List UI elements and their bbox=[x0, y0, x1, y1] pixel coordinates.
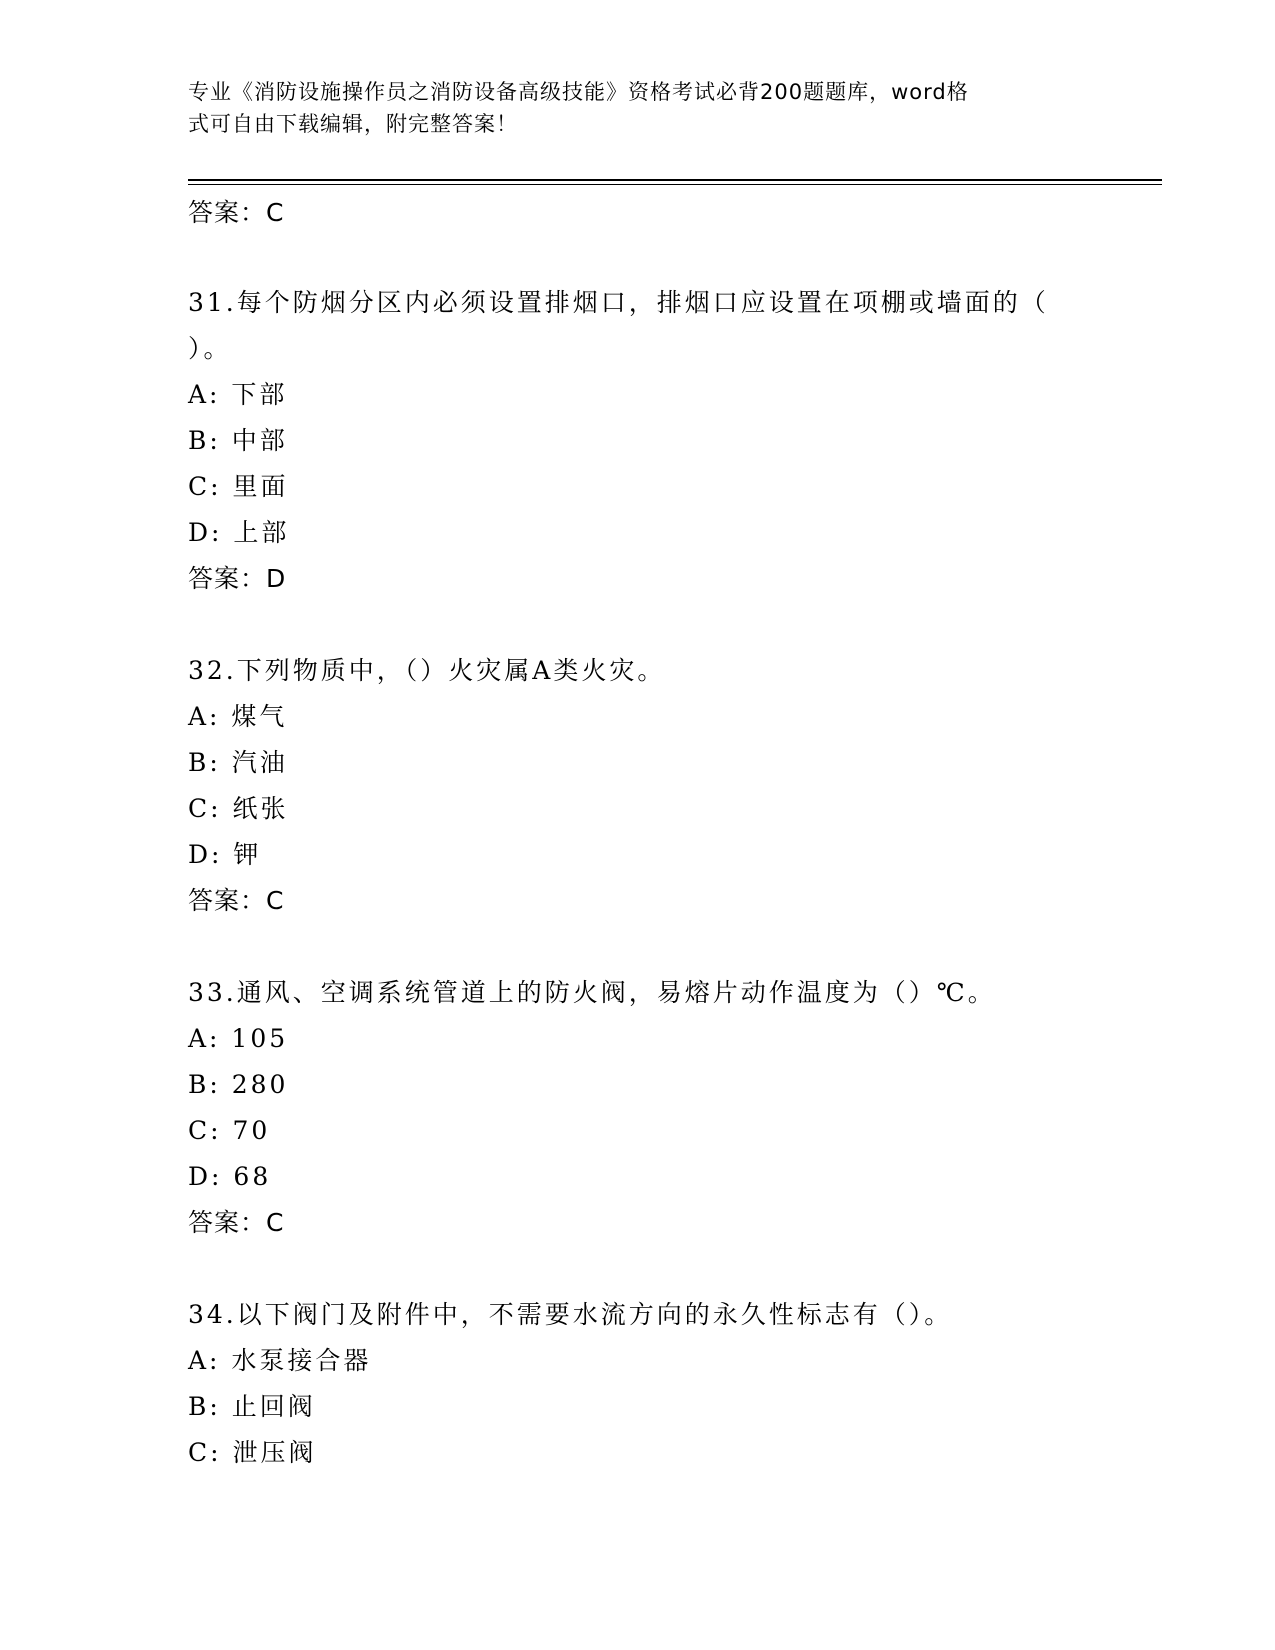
question-text: 31.每个防烟分区内必须设置排烟口，排烟口应设置在项棚或墙面的（ bbox=[188, 288, 1049, 317]
option-d: D: 钾 bbox=[188, 840, 262, 869]
question-32 bbox=[188, 648, 1088, 924]
option-d: D: 上部 bbox=[188, 518, 290, 547]
question-33 bbox=[188, 970, 1088, 1246]
option-b: B: 止回阀 bbox=[188, 1392, 316, 1421]
option-a: A: 水泵接合器 bbox=[188, 1346, 372, 1375]
question-34 bbox=[188, 1292, 1088, 1476]
option-c: C: 泄压阀 bbox=[188, 1438, 317, 1467]
answer: 答案：C bbox=[188, 886, 285, 915]
question-text: 32.下列物质中，（）火灾属A类火灾。 bbox=[188, 656, 666, 685]
option-b: B: 中部 bbox=[188, 426, 288, 455]
header-divider-thick bbox=[188, 179, 1162, 181]
header-line-1: 专业《消防设施操作员之消防设备高级技能》资格考试必背200题题库，word格 bbox=[188, 80, 969, 104]
question-text: 33.通风、空调系统管道上的防火阀，易熔片动作温度为（）℃。 bbox=[188, 978, 996, 1007]
option-a: A: 下部 bbox=[188, 380, 288, 409]
option-d: D: 68 bbox=[188, 1162, 272, 1191]
header-line-2: 式可自由下载编辑，附完整答案！ bbox=[188, 112, 518, 136]
question-31 bbox=[188, 280, 1088, 602]
document-header bbox=[188, 76, 1088, 140]
option-b: B: 280 bbox=[188, 1070, 289, 1099]
option-a: A: 105 bbox=[188, 1024, 289, 1053]
option-b: B: 汽油 bbox=[188, 748, 288, 777]
option-c: C: 70 bbox=[188, 1116, 271, 1145]
question-text: 34.以下阀门及附件中，不需要水流方向的永久性标志有（）。 bbox=[188, 1300, 953, 1329]
option-c: C: 纸张 bbox=[188, 794, 289, 823]
answer: 答案：D bbox=[188, 564, 287, 593]
question-text-continued: ）。 bbox=[188, 334, 232, 363]
option-c: C: 里面 bbox=[188, 472, 289, 501]
previous-answer: 答案：C bbox=[188, 198, 285, 227]
question-list bbox=[188, 190, 1088, 1476]
option-a: A: 煤气 bbox=[188, 702, 288, 731]
header-divider-thin bbox=[188, 184, 1162, 185]
answer: 答案：C bbox=[188, 1208, 285, 1237]
